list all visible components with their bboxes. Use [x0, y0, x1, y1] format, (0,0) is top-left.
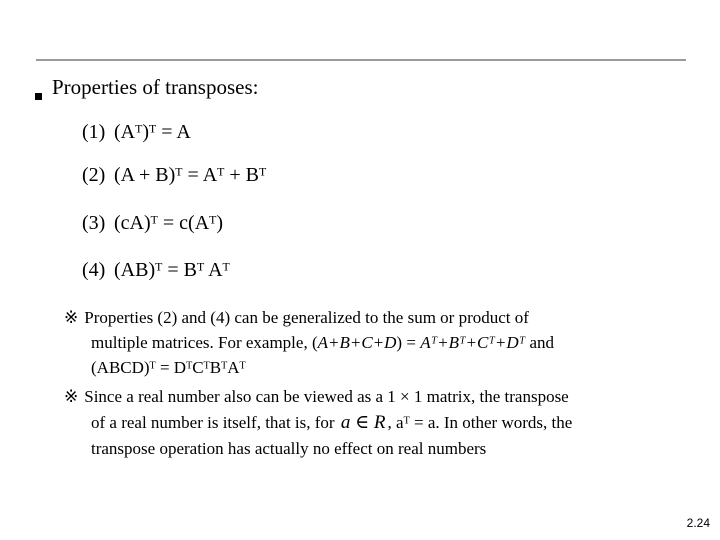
note-text: , aᵀ = a. In other words, the [387, 413, 573, 432]
note-math: A+B+C+D [317, 333, 397, 352]
title-divider [36, 59, 686, 61]
property-4 [82, 258, 230, 282]
property-3 [82, 211, 223, 235]
note-1-line-2 [91, 331, 554, 354]
note-text: ) [396, 333, 403, 352]
property-1 [82, 120, 191, 144]
note-text: and [525, 333, 555, 352]
note-math: (ABCD)ᵀ = DᵀCᵀBᵀAᵀ [91, 358, 246, 377]
note-text: of a real number is itself, that is, for [91, 413, 335, 432]
note-text: multiple matrices. For example, ( [91, 333, 318, 352]
membership-expression: a ∈ R [340, 412, 386, 433]
note-math: Aᵀ+Bᵀ+Cᵀ+Dᵀ [420, 333, 526, 352]
page-number: 2.24 [686, 516, 710, 530]
note-text: Properties (2) and (4) can be generalized to the sum or product of [84, 308, 529, 327]
property-number: (4) [82, 259, 106, 281]
reference-mark-icon: ※ [64, 387, 79, 407]
property-number: (1) [82, 121, 106, 143]
property-expression: (AB)ᵀ = Bᵀ Aᵀ [114, 259, 230, 281]
bullet-square-icon [35, 93, 42, 100]
property-number: (2) [82, 164, 106, 186]
reference-mark-icon: ※ [64, 308, 79, 328]
property-expression: (Aᵀ)ᵀ = A [114, 121, 191, 143]
property-expression: (cA)ᵀ = c(Aᵀ) [114, 212, 224, 234]
note-2 [64, 385, 569, 409]
note-text: transpose operation has actually no effect on real numbers [91, 439, 487, 458]
note-2-line-2 [91, 411, 572, 434]
property-2 [82, 163, 266, 187]
note-text: Since a real number also can be viewed as a 1 × 1 matrix, the transpose [84, 387, 569, 406]
property-expression: (A + B)ᵀ = Aᵀ + Bᵀ [114, 164, 267, 186]
slide-heading: Properties of transposes: [52, 75, 259, 99]
note-1-line-3 [91, 356, 246, 379]
note-text: = [402, 333, 421, 352]
property-number: (3) [82, 212, 106, 234]
note-1 [64, 306, 529, 330]
note-2-line-3 [91, 437, 486, 460]
